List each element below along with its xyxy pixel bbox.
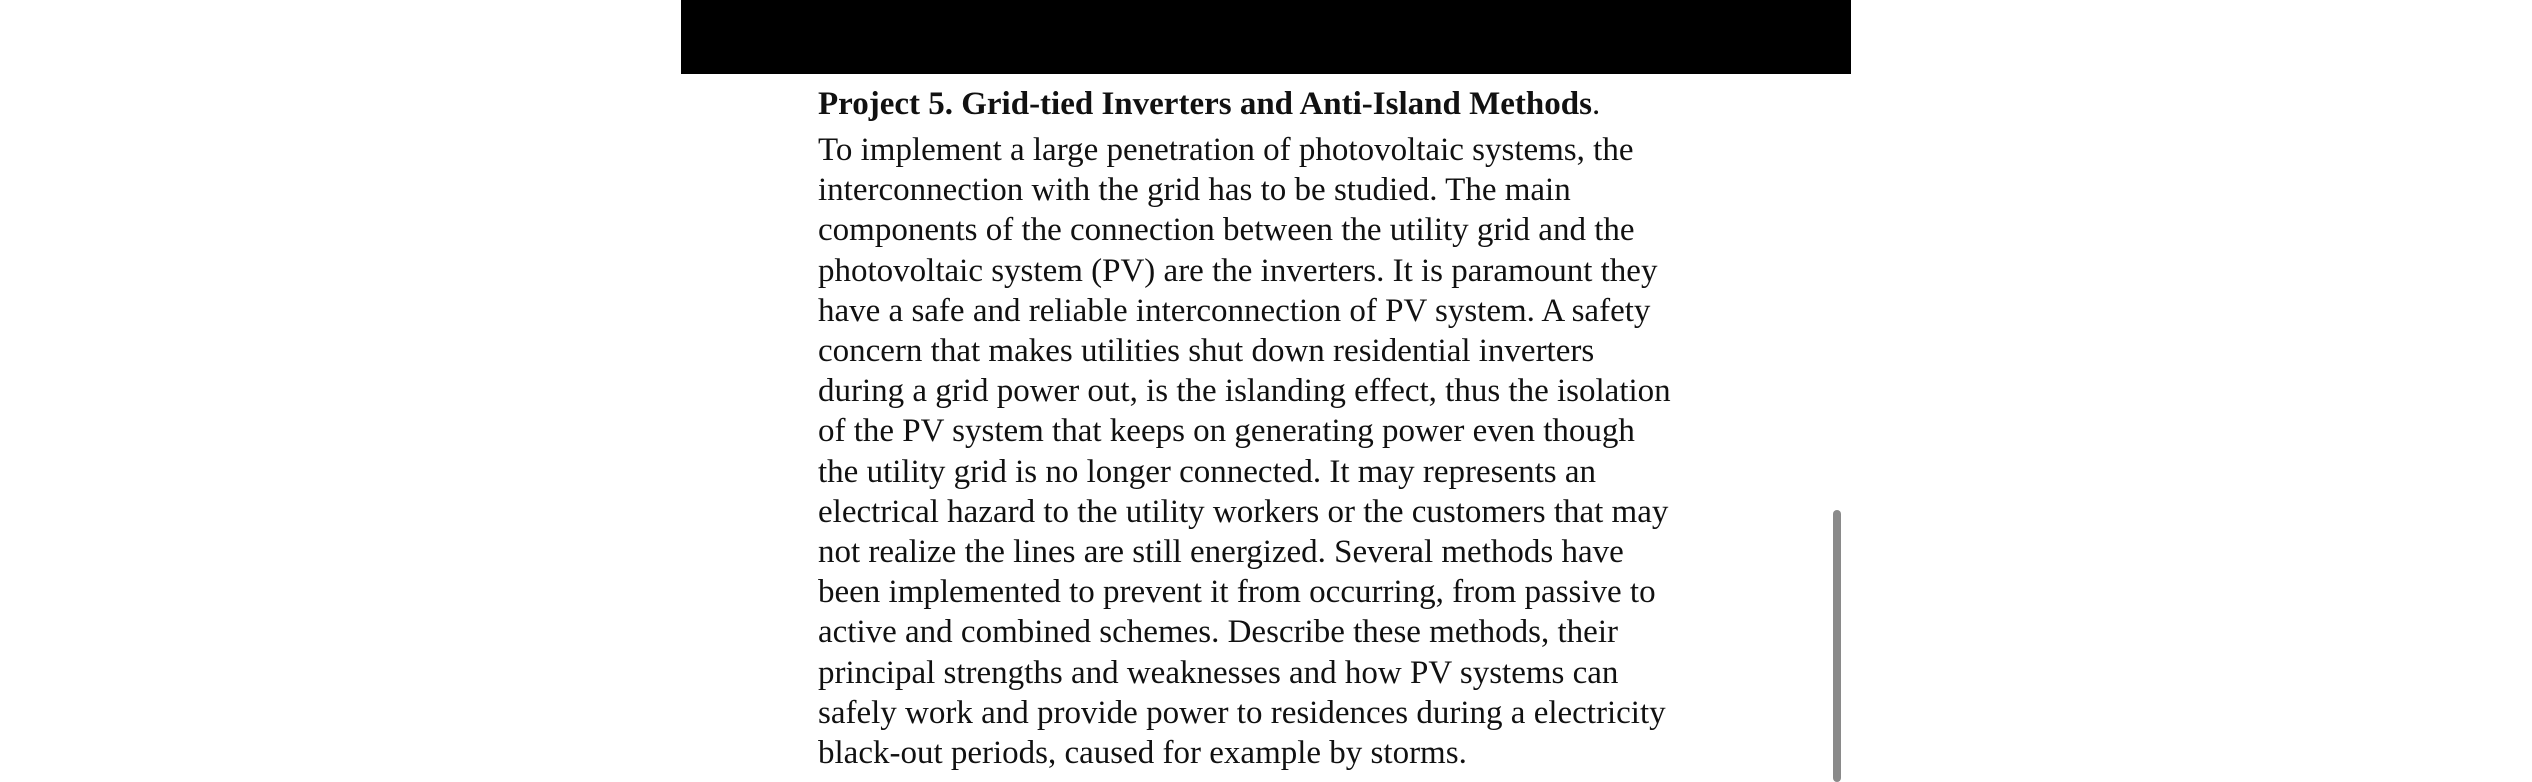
paragraph-line: safely work and provide power to residences during a electricity: [818, 694, 1666, 731]
document-content: [818, 82, 1718, 773]
paragraph-line: black-out periods, caused for example by storms.: [818, 735, 1467, 772]
paragraph-line: electrical hazard to the utility workers or the customers that may: [818, 493, 1669, 530]
paragraph-line: active and combined schemes. Describe these methods, their: [818, 614, 1618, 651]
paragraph-line: components of the connection between the utility grid and the: [818, 212, 1635, 249]
paragraph-line: principal strengths and weaknesses and how PV systems can: [818, 654, 1619, 691]
vertical-scrollbar-thumb[interactable]: [1833, 510, 1841, 782]
top-black-bar: [681, 0, 1851, 74]
paragraph-line: have a safe and reliable interconnection of PV system. A safety: [818, 292, 1651, 329]
paragraph-line: photovoltaic system (PV) are the inverters. It is paramount they: [818, 252, 1658, 289]
paragraph-line: the utility grid is no longer connected. It may represents an: [818, 453, 1597, 490]
paragraph-line: not realize the lines are still energized. Several methods have: [818, 534, 1624, 571]
paragraph-line: To implement a large penetration of photovoltaic systems, the: [818, 132, 1634, 168]
project-title-text: Project 5. Grid-tied Inverters and Anti-Island Methods: [818, 86, 1592, 122]
paragraph-line: interconnection with the grid has to be studied. The main: [818, 172, 1571, 209]
project-title: [818, 82, 1718, 126]
paragraph-line: during a grid power out, is the islanding effect, thus the isolation: [818, 373, 1671, 410]
paragraph-line: of the PV system that keeps on generating power even though: [818, 413, 1635, 450]
project-title-suffix: .: [1591, 86, 1601, 122]
paragraph-line: concern that makes utilities shut down residential inverters: [818, 333, 1595, 370]
paragraph-line: been implemented to prevent it from occurring, from passive to: [818, 574, 1656, 611]
project-description: [818, 130, 1718, 773]
